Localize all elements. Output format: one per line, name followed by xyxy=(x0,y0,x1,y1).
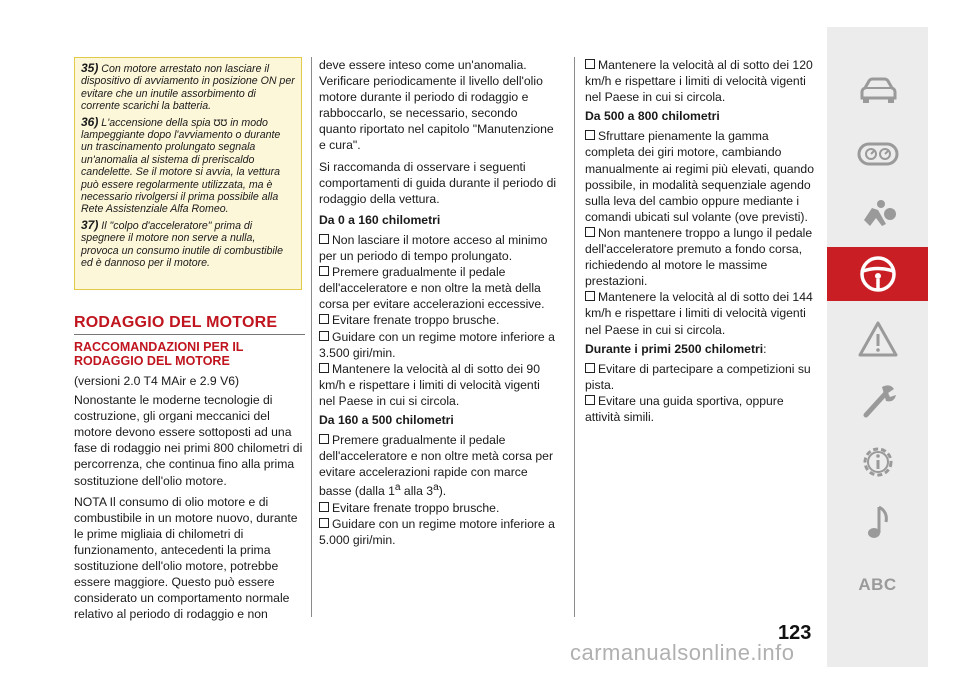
versions-note: (versioni 2.0 T4 MAir e 2.9 V6) xyxy=(74,374,240,388)
checkbox-bullet-icon xyxy=(319,518,329,528)
list-item xyxy=(585,289,821,337)
list-item-text: Non lasciare il motore acceso al minimo per un periodo di tempo prolungato. xyxy=(319,232,548,264)
airbag-seat-icon xyxy=(856,196,900,236)
checkbox-bullet-icon xyxy=(585,227,595,237)
glow-plug-icon: ℧℧ xyxy=(213,117,228,128)
tab-driving[interactable] xyxy=(827,247,928,301)
list-item-text: Sfruttare pienamente la gamma completa dei giri motore, cambiando manualmente ai regimi più elevati, quando possibile, in modalità sequenziale agendo sulla leva del cambio oppure mediante i comandi ubicati sul volante (ove previsti). xyxy=(585,129,814,224)
list-item xyxy=(319,329,557,361)
list-item xyxy=(585,225,821,289)
list-item xyxy=(585,393,821,425)
list-item-text: Mantenere la velocità al di sotto dei 144 km/h e rispettare i limiti di velocità vigenti nel Paese in cui si circola. xyxy=(585,290,813,337)
list-item xyxy=(319,500,557,516)
subsection-title: RACCOMANDAZIONI PER IL RODAGGIO DEL MOTORE xyxy=(74,340,244,368)
heading-160-500-km: Da 160 a 500 chilometri xyxy=(319,412,454,427)
tab-technical-data[interactable] xyxy=(827,435,928,489)
car-icon xyxy=(856,72,900,112)
watermark: carmanualsonline.info xyxy=(570,640,795,665)
note-text: Il "colpo d'acceleratore" prima di spegnere il motore non serve a nulla, provoca un consumo inutile di combustibile ed è dannoso per il motore. xyxy=(81,219,283,270)
checkbox-bullet-icon xyxy=(585,291,595,301)
list-item-text: Guidare con un regime motore inferiore a 3.500 giri/min. xyxy=(319,329,555,360)
checkbox-bullet-icon xyxy=(585,59,595,69)
heading-0-160-km: Da 0 a 160 chilometri xyxy=(319,212,441,227)
index-label: ABC xyxy=(858,575,897,594)
note-text: Con motore arrestato non lasciare il dispositivo di avviamento in posizione ON per evitare che un inutile assorbimento di corrente scarichi la batteria. xyxy=(81,63,295,113)
note-36 xyxy=(81,116,295,216)
list-item-text: Evitare di partecipare a competizioni su pista. xyxy=(585,361,811,392)
heading-text: Durante i primi 2500 chilometri xyxy=(585,341,764,356)
heading-first-2500-km xyxy=(585,341,821,357)
note-text: in modo lampeggiante dopo l'avviamento o durante un trascinamento prolungato segnala un'anomalia al sistema di preriscaldo candelette. Se il motore si avvia, la vettura può essere regolarmente utilizzata, ma è necessario rivolgersi il prima possibile alla Rete Assistenziale Alfa Romeo. xyxy=(81,116,281,216)
list-item xyxy=(319,432,557,499)
paragraph: Nonostante le moderne tecnologie di costruzione, gli organi meccanici del motore devono essere sottoposti ad una fase di rodaggio nei primi 800 chilometri di percorrenza, che continua fino alla prima sostituzione dell'olio motore. xyxy=(74,393,303,488)
note-number: 37) xyxy=(81,217,99,232)
wrench-icon xyxy=(856,381,900,421)
tab-emergency[interactable] xyxy=(827,312,928,366)
list-item-text: Evitare frenate troppo brusche. xyxy=(332,313,500,328)
list-item xyxy=(585,361,821,393)
checkbox-bullet-icon xyxy=(319,331,329,341)
column-1 xyxy=(74,373,306,627)
checkbox-bullet-icon xyxy=(319,363,329,373)
tab-multimedia[interactable] xyxy=(827,495,928,549)
list-item xyxy=(585,57,821,105)
checkbox-bullet-icon xyxy=(585,363,595,373)
column-divider xyxy=(574,57,575,617)
heading-500-800-km: Da 500 a 800 chilometri xyxy=(585,109,720,124)
column-2 xyxy=(319,57,557,548)
list-item xyxy=(319,361,557,409)
note-35 xyxy=(81,62,295,113)
heading-suffix: : xyxy=(763,341,767,356)
column-3 xyxy=(585,57,821,425)
list-item xyxy=(319,516,557,548)
tab-index[interactable] xyxy=(827,558,928,612)
music-note-icon xyxy=(856,502,900,542)
dashboard-gauges-icon xyxy=(856,134,900,174)
checkbox-bullet-icon xyxy=(585,130,595,140)
gear-info-icon xyxy=(856,442,900,482)
list-item-text: Mantenere la velocità al di sotto dei 90 km/h e rispettare i limiti di velocità vigenti nel Paese in cui si circola. xyxy=(319,361,540,408)
list-item xyxy=(585,128,821,225)
list-item-text: Evitare frenate troppo brusche. xyxy=(332,500,500,515)
paragraph: NOTA Il consumo di olio motore e di combustibile in un motore nuovo, durante le prime migliaia di chilometri di funzionamento, antecedenti la prima sostituzione dell'olio motore, potrebbe essere maggiore. Questo può essere considerato un comportamento normale relativo al periodo di rodaggio e non xyxy=(74,494,298,622)
note-number: 35) xyxy=(81,61,99,75)
list-item-text: Premere gradualmente il pedale dell'acceleratore e non oltre metà corsa per evitare accelerazioni rapide con marce basse (dalla 1 xyxy=(319,433,554,499)
chapter-sidebar xyxy=(827,27,928,667)
list-item-text: Mantenere la velocità al di sotto dei 120 km/h e rispettare i limiti di velocità vigenti nel Paese in cui si circola. xyxy=(585,58,813,105)
page-number: 123 xyxy=(778,622,812,644)
paragraph: deve essere inteso come un'anomalia. Verificare periodicamente il livello dell'olio motore durante il periodo di rodaggio e rabboccarlo, se necessario, secondo quanto riportato nel capitolo "Manutenzione e cura". xyxy=(319,58,554,153)
checkbox-bullet-icon xyxy=(585,395,595,405)
tab-car[interactable] xyxy=(827,65,928,119)
list-item-text: Guidare con un regime motore inferiore a 5.000 giri/min. xyxy=(319,516,555,547)
list-item-text: alla 3 xyxy=(400,484,434,499)
list-item xyxy=(319,232,557,264)
list-item xyxy=(319,264,557,312)
note-text: L'accensione della spia xyxy=(101,116,211,129)
checkbox-bullet-icon xyxy=(319,234,329,244)
tab-safety[interactable] xyxy=(827,189,928,243)
column-divider xyxy=(311,57,312,617)
section-title: RODAGGIO DEL MOTORE xyxy=(74,314,305,335)
notes-box xyxy=(74,57,302,290)
list-item-text: Premere gradualmente il pedale dell'acceleratore e non oltre la metà della corsa per evitare accelerazioni eccessive. xyxy=(319,265,545,312)
checkbox-bullet-icon xyxy=(319,266,329,276)
tab-maintenance[interactable] xyxy=(827,374,928,428)
checkbox-bullet-icon xyxy=(319,314,329,324)
list-item-text: Non mantenere troppo a lungo il pedale dell'acceleratore premuto a fondo corsa, richiedendo al motore le massime prestazioni. xyxy=(585,225,813,289)
list-item-text: ). xyxy=(438,484,447,499)
superscript: a xyxy=(433,482,439,494)
list-item xyxy=(319,312,557,328)
note-number: 36) xyxy=(81,114,99,129)
tab-dashboard[interactable] xyxy=(827,127,928,181)
steering-wheel-icon xyxy=(856,254,900,294)
note-37 xyxy=(81,219,295,270)
superscript: a xyxy=(394,482,401,494)
checkbox-bullet-icon xyxy=(319,434,329,444)
paragraph: Si raccomanda di osservare i seguenti comportamenti di guida durante il periodo di rodaggio della vettura. xyxy=(319,159,557,206)
warning-triangle-icon xyxy=(856,319,900,359)
list-item-text: Evitare una guida sportiva, oppure attività simili. xyxy=(585,393,784,424)
checkbox-bullet-icon xyxy=(319,502,329,512)
